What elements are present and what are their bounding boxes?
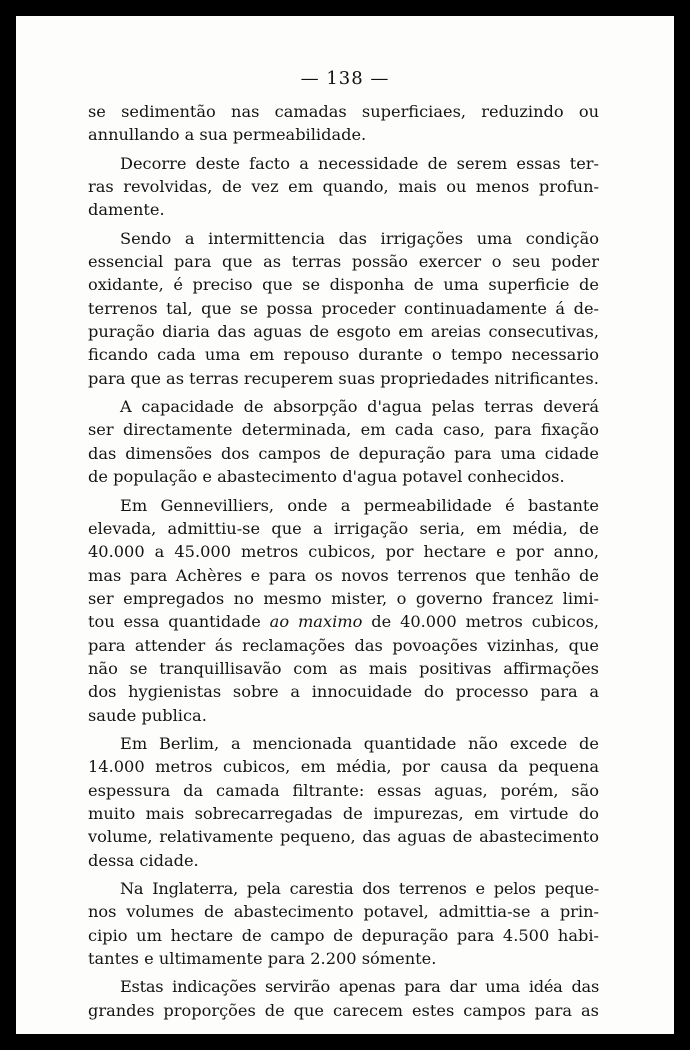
text-line: não se tranquillisavão com as mais positivas affirmações [88,658,599,678]
text-line-with-emphasis [88,610,599,633]
text-line: A capacidade de absorpção d'agua pelas terras deverá [120,397,599,417]
text-line: ficando cada uma em repouso durante o tempo necessario [88,345,599,365]
text-line: muito mais sobrecarregadas de impurezas, em virtude do [88,803,599,823]
text-line: Decorre deste facto a necessidade de serem essas ter- [120,153,599,173]
page-number: — 138 — [300,68,390,89]
text-line: dessa cidade. [88,850,199,870]
text-line: ras revolvidas, de vez em quando, mais ou menos profun- [88,177,599,197]
text-line: mas para Achères e para os novos terrenos que tenhão de [88,565,599,585]
text-line: elevada, admittiu-se que a irrigação seria, em média, de [88,518,599,538]
text-line: 40.000 a 45.000 metros cubicos, por hectare e por anno, [88,542,599,562]
paragraph-3 [88,227,599,390]
text-line: espessura da camada filtrante: essas aguas, porém, são [88,780,599,800]
paragraph-7 [88,877,599,970]
text-line: tantes e ultimamente para 2.200 sómente. [88,949,437,969]
text-segment: tou essa quantidade [88,612,270,632]
text-line: para attender ás reclamações das povoações vizinhas, que [88,635,599,655]
text-line: saude publica. [88,705,207,725]
text-line: damente. [88,200,165,220]
text-line: 14.000 metros cubicos, em média, por causa da pequena [88,757,599,777]
paragraph-8 [88,975,599,1022]
text-line: Estas indicações servirão apenas para dar uma idéa das [120,977,599,997]
text-line: ser empregados no mesmo mister, o governo francez limi- [88,588,599,608]
paragraph-2 [88,152,599,222]
text-line: dos hygienistas sobre a innocuidade do processo para a [88,682,599,702]
text-line: volume, relativamente pequeno, das aguas de abastecimento [88,827,599,847]
text-line: terrenos tal, que se possa proceder continuadamente á de- [88,298,599,318]
emphasis-text: ao maximo [269,612,363,632]
text-line: se sedimentão nas camadas superficiaes, reduzindo ou [88,102,599,121]
body-text [88,100,599,1027]
text-line: de população e abastecimento d'agua potavel conhecidos. [88,467,565,487]
text-line: Em Gennevilliers, onde a permeabilidade é bastante [120,495,599,515]
text-line: Em Berlim, a mencionada quantidade não excede de [120,733,599,753]
text-segment: de 40.000 metros cubicos, [362,612,599,632]
paragraph-5 [88,494,599,727]
text-line: puração diaria das aguas de esgoto em areias consecutivas, [88,322,599,342]
text-line: essencial para que as terras possão exercer o seu poder [88,252,599,272]
text-line: das dimensões dos campos de depuração para uma cidade [88,443,599,463]
paragraph-6 [88,732,599,872]
text-line: oxidante, é preciso que se disponha de uma superficie de [88,275,599,295]
paragraph-1 [88,100,599,147]
paragraph-4 [88,395,599,488]
text-line: grandes proporções de que carecem estes campos para as [88,1000,599,1020]
text-line: annullando a sua permeabilidade. [88,125,367,145]
text-line: cipio um hectare de campo de depuração para 4.500 habi- [88,925,599,945]
text-line: nos volumes de abastecimento potavel, admittia-se a prin- [88,902,599,922]
text-line: para que as terras recuperem suas propriedades nitrificantes. [88,368,599,388]
text-line: Na Inglaterra, pela carestia dos terrenos e pelos peque- [120,879,599,898]
text-line: ser directamente determinada, em cada caso, para fixação [88,420,599,440]
text-line: Sendo a intermittencia das irrigações uma condição [120,228,599,248]
book-page [16,16,674,1034]
